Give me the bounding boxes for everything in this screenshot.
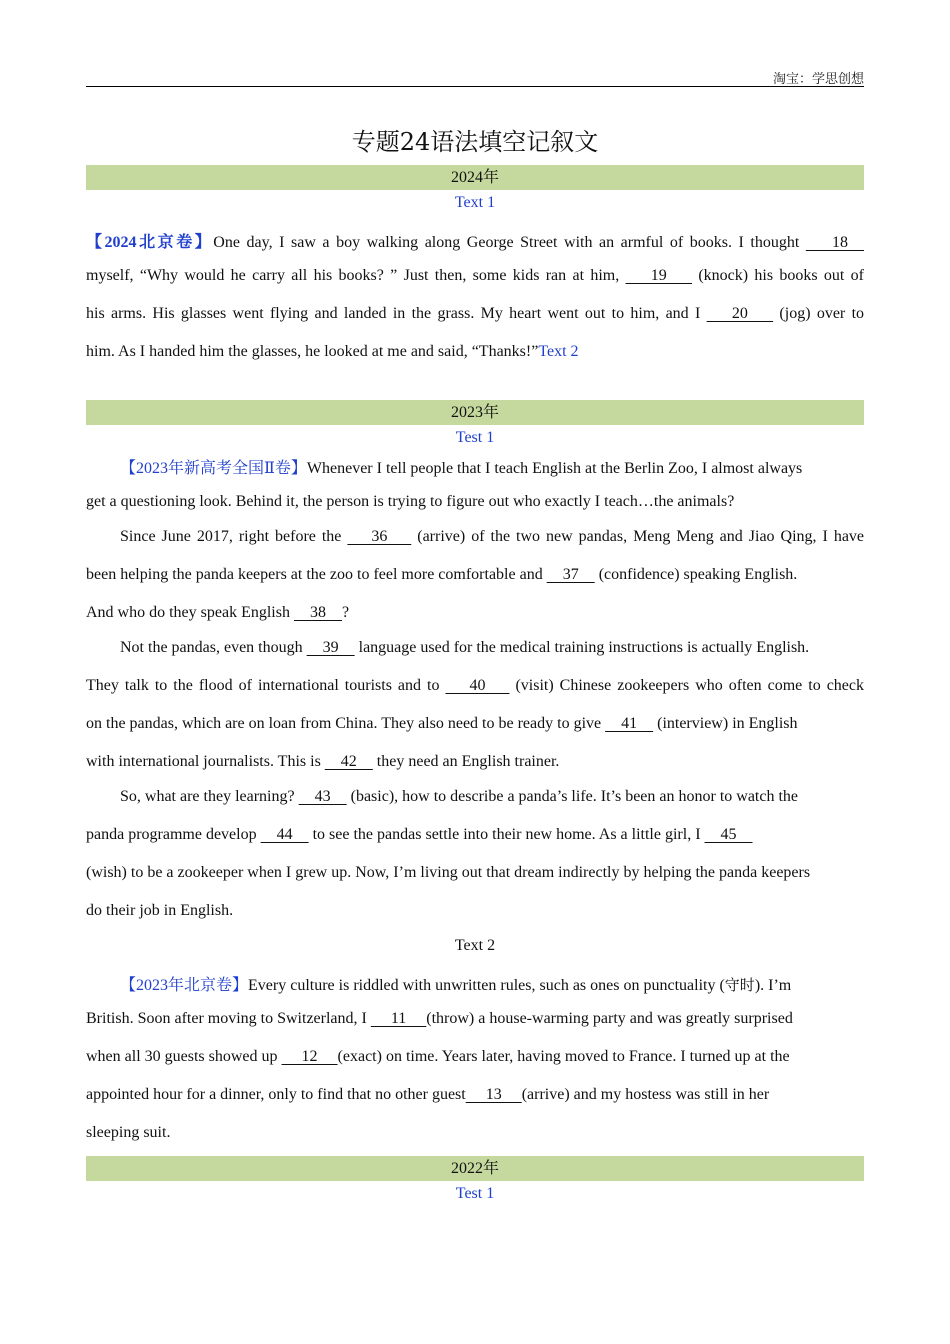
source-tag-2023-national-ii: 【2023年新高考全国Ⅱ卷】 bbox=[120, 460, 307, 477]
passage-2023b-line-2: British. Soon after moving to Switzerland, I 11 (throw) a house-warming party and was greatly surprised bbox=[86, 1010, 793, 1027]
header-shop-text: 淘宝：学思创想 bbox=[772, 72, 864, 87]
passage-2023-p2-line-2: been helping the panda keepers at the zoo to feel more comfortable and 37 (confidence) speaking English. bbox=[86, 566, 798, 583]
blank-18[interactable]: 18 bbox=[805, 234, 864, 251]
source-tag-2024-beijing: 【2024北京卷】 bbox=[86, 234, 214, 251]
passage-2023-intro-line-1: 【2023年新高考全国Ⅱ卷】Whenever I tell people that I teach English at the Berlin Zoo, I almost always bbox=[120, 460, 803, 477]
blank-12[interactable]: 12 bbox=[281, 1048, 338, 1065]
passage-2023-p3-line-4: with international journalists. This is 42 they need an English trainer. bbox=[86, 753, 560, 770]
passage-2023-p4-line-4: do their job in English. bbox=[86, 902, 234, 919]
blank-11[interactable]: 11 bbox=[370, 1010, 427, 1027]
text-2-link[interactable]: Text 2 bbox=[538, 343, 579, 360]
year-band-2022: 2022年 bbox=[86, 1156, 864, 1181]
passage-2024-line-2: myself, “Why would he carry all his books? ” Just then, some kids ran at him, 19 (knock) his books out of bbox=[86, 267, 864, 284]
section-subtitle-2024: Text 1 bbox=[454, 194, 496, 211]
passage-2023-p3-line-2: They talk to the flood of international tourists and to 40 (visit) Chinese zookeepers who often come to check bbox=[86, 677, 865, 694]
passage-2023-p4-line-2: panda programme develop 44 to see the pandas settle into their new home. As a little girl, I 45 bbox=[86, 826, 753, 843]
section-subtitle-text-2: Text 2 bbox=[454, 937, 496, 954]
passage-2023-p4-line-3: (wish) to be a zookeeper when I grew up. Now, I’m living out that dream indirectly by helping the panda keepers bbox=[86, 864, 811, 881]
passage-2024-line-3: his arms. His glasses went flying and landed in the grass. My heart went out to him, and I 20 (jog) over to bbox=[86, 305, 865, 322]
page-title: 专题24语法填空记叙文 bbox=[351, 128, 599, 156]
year-band-2023: 2023年 bbox=[86, 400, 864, 425]
blank-40[interactable]: 40 bbox=[445, 677, 510, 694]
blank-19[interactable]: 19 bbox=[625, 267, 693, 284]
passage-2023b-line-3: when all 30 guests showed up 12 (exact) on time. Years later, having moved to France. I turned up at the bbox=[86, 1048, 790, 1065]
passage-2024-line-1: 【2024北京卷】One day, I saw a boy walking along George Street with an armful of books. I thought 18 bbox=[86, 234, 864, 251]
passage-2023-p3-line-1: Not the pandas, even though 39 language used for the medical training instructions is actually English. bbox=[120, 639, 810, 656]
passage-2023b-line-4: appointed hour for a dinner, only to find that no other guest 13 (arrive) and my hostess was still in her bbox=[86, 1086, 770, 1103]
blank-42[interactable]: 42 bbox=[324, 753, 373, 770]
blank-37[interactable]: 37 bbox=[546, 566, 595, 583]
source-tag-2023-beijing: 【2023年北京卷】 bbox=[120, 977, 249, 994]
blank-20[interactable]: 20 bbox=[706, 305, 774, 322]
blank-36[interactable]: 36 bbox=[347, 528, 412, 545]
passage-2023-p2-line-1: Since June 2017, right before the 36 (arrive) of the two new pandas, Meng Meng and Jiao Qing, I have bbox=[120, 528, 865, 545]
passage-2023-p2-line-3: And who do they speak English 38 ? bbox=[86, 604, 350, 621]
blank-43[interactable]: 43 bbox=[298, 788, 347, 805]
year-band-2024: 2024年 bbox=[86, 165, 864, 190]
passage-2023-intro-line-2: get a questioning look. Behind it, the person is trying to figure out who exactly I teach…the animals? bbox=[86, 493, 735, 510]
blank-45[interactable]: 45 bbox=[704, 826, 753, 843]
passage-2023b-line-1: 【2023年北京卷】Every culture is riddled with unwritten rules, such as ones on punctuality (守时). I’m bbox=[120, 976, 792, 994]
passage-2023-p3-line-3: on the pandas, which are on loan from China. They also need to be ready to give 41 (interview) in English bbox=[86, 715, 798, 732]
blank-41[interactable]: 41 bbox=[605, 715, 654, 732]
passage-2023b-line-5: sleeping suit. bbox=[86, 1124, 171, 1141]
page-header bbox=[86, 66, 864, 87]
blank-38[interactable]: 38 bbox=[293, 604, 342, 621]
section-subtitle-2022: Test 1 bbox=[455, 1185, 495, 1202]
blank-44[interactable]: 44 bbox=[260, 826, 309, 843]
blank-39[interactable]: 39 bbox=[306, 639, 355, 656]
section-subtitle-2023: Test 1 bbox=[455, 429, 495, 446]
passage-2024-line-4: him. As I handed him the glasses, he looked at me and said, “Thanks!”Text 2 bbox=[86, 343, 579, 360]
passage-2023-p4-line-1: So, what are they learning? 43 (basic), how to describe a panda’s life. It’s been an honor to watch the bbox=[120, 788, 799, 805]
blank-13[interactable]: 13 bbox=[465, 1086, 522, 1103]
